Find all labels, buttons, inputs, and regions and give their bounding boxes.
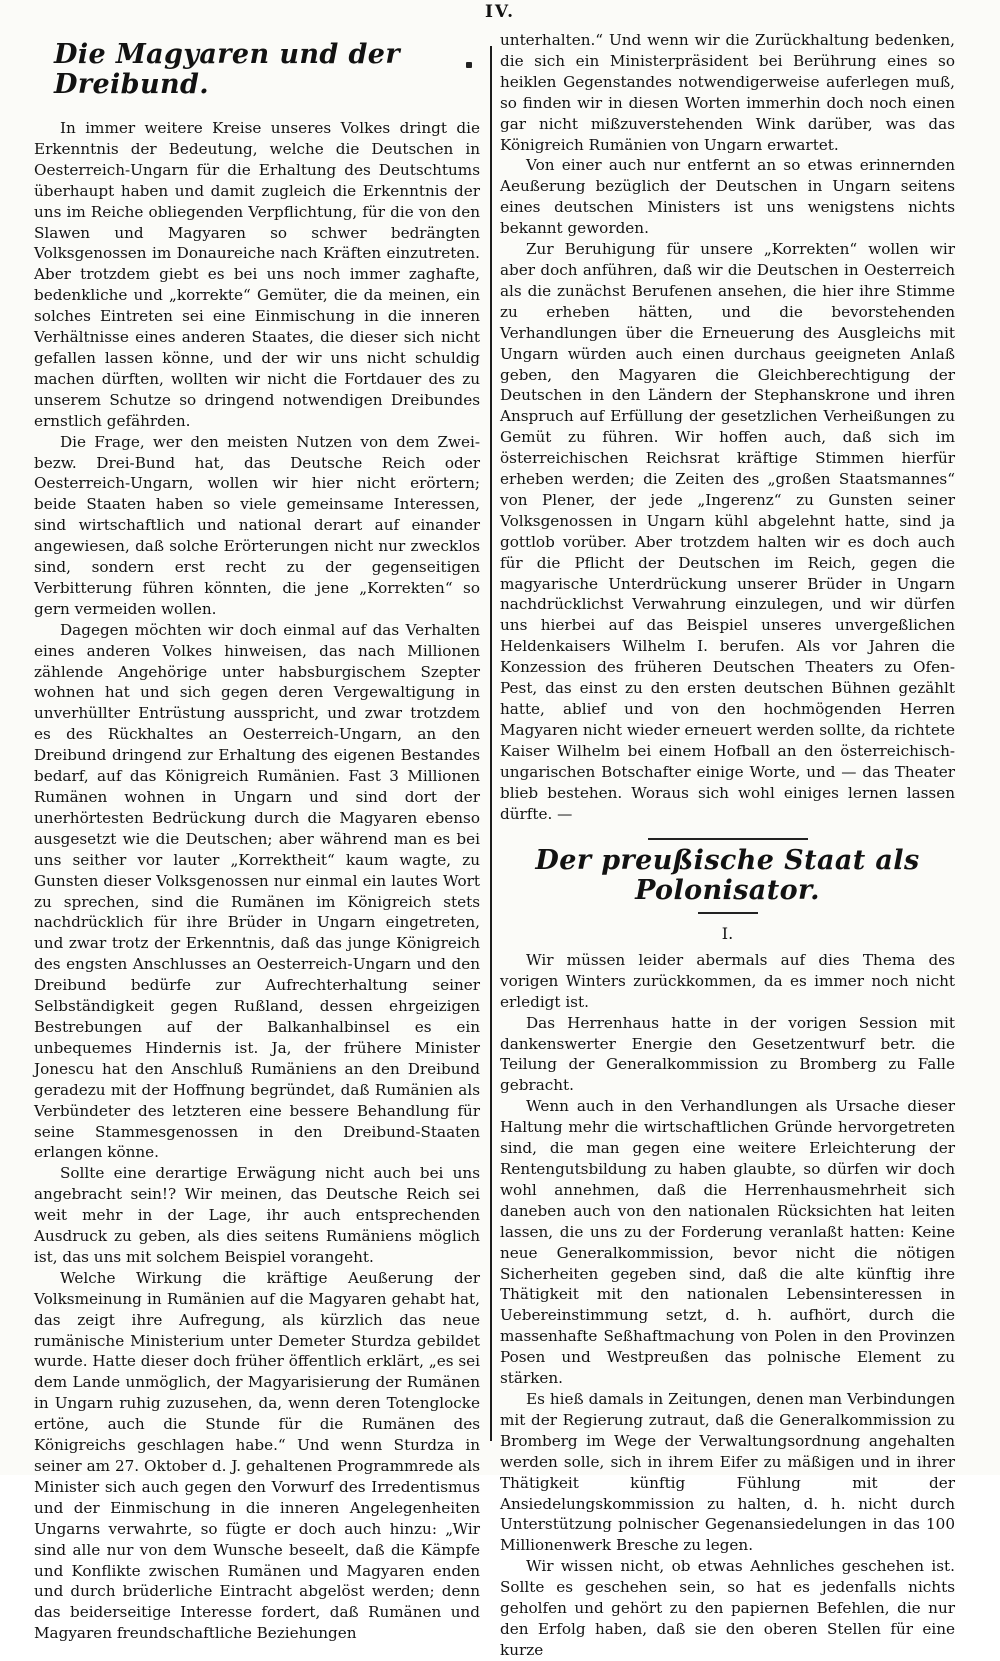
article-paragraph: Sollte eine derartige Erwägung nicht auch bei uns angebracht sein!? Wir meinen, das Deutsche Reich sei weit mehr in der Lage, ihr auch entsprechenden Ausdruck zu geben, als dies seitens Rumäniens möglich ist, das uns mit solchem Beispiel vorangeht. bbox=[34, 1164, 480, 1266]
article-paragraph: Die Frage, wer den meisten Nutzen von dem Zwei- bezw. Drei-Bund hat, das Deutsche Reich oder Oesterreich-Ungarn, wollen wir hier nicht erörtern; beide Staaten haben so viele gemeinsame Interessen, sind wirtschaftlich und national derart auf einander angewiesen, daß solche Erörterungen nicht nur zwecklos sind, sondern erst recht zu der gegenseitigen Verbitterung führen könnten, die jene „Korrekten“ so gern vermeiden wollen. bbox=[34, 432, 480, 618]
article-paragraph: Zur Beruhigung für unsere „Korrekten“ wollen wir aber doch anführen, daß wir die Deutschen in Oesterreich als die zunächst Berufenen ansehen, die hier ihre Stimme zu erheben hätten, und die bevorstehenden Verhandlungen über die Erneuerung des Ausgleichs mit Ungarn würden auch einen durchaus geeigneten Anlaß geben, den Magyaren die Gleichberechtigung der Deutschen in den Ländern der Stephanskrone und ihren Anspruch auf Erfüllung der gesetzlichen Verheißungen zu Gemüt zu führen. Wir hoffen auch, daß sich im österreichischen Reichsrat kräftige Stimmen hierfür erheben werden; die Zeiten des „großen Staatsmannes“ von Plener, der jede „Ingerenz“ zu Gunsten seiner Volksgenossen in Ungarn kühl abgelehnt hatte, sind ja gottlob vorüber. Aber trotzdem halten wir es doch auch für die Pflicht der Deutschen im Reich, gegen die magyarische Unterdrückung unserer Brüder in Ungarn nachdrücklichst Verwahrung einzulegen, und wir dürfen uns hierbei auf das Beispiel unseres unvergeßlichen Heldenkaisers Wilhelm I. berufen. Als vor Jahren die Konzession des früheren Deutschen Theaters zu Ofen-Pest, das einst zu den ersten deutschen Bühnen gezählt hatte, ablief und von den hochmögenden Herren Magyaren nicht wieder erneuert werden sollte, da richtete Kaiser Wilhelm bei einem Hofball an den österreichisch-ungarischen Botschafter einige Worte, und — das Theater blieb bestehen. Woraus sich wohl einiges lernen lassen dürfte. — bbox=[500, 240, 955, 823]
article-paragraph: Dagegen möchten wir doch einmal auf das Verhalten eines anderen Volkes hinweisen, das nach Millionen zählende Angehörige unter habsburgischem Szepter wohnen hat und sich gegen deren Vergewaltigung in unverhüllter Entrüstung ausspricht, und zwar trotzdem es des Rückhaltes an Oesterreich-Ungarn, an den Dreibund dringend zur Erhaltung des eigenen Bestandes bedarf, auf das Königreich Rumänien. Fast 3 Millionen Rumänen wohnen in Ungarn und sind dort der unerhörtesten Bedrückung durch die Magyaren ebenso ausgesetzt wie die Deutschen; aber während man es bei uns seither vor lauter „Korrektheit“ kaum wagte, zu Gunsten dieser Volksgenossen nur einmal ein lautes Wort zu sprechen, sind die Rumänen im Königreich stets nachdrücklich für ihre Brüder in Ungarn eingetreten, und zwar trotz der Erkenntnis, daß das junge Königreich des engsten Anschlusses an Oesterreich-Ungarn und den Dreibund bedürfe zur Aufrechterhaltung seiner Selbständigkeit gegen Rußland, dessen ehrgeizigen Bestrebungen auf der Balkanhalbinsel es ein unbequemes Hindernis ist. Ja, der frühere Minister Jonescu hat den Anschluß Rumäniens an den Dreibund geradezu mit der Hoffnung begründet, daß Rumänien als Verbündeter des letzteren eine bessere Behandlung für seine Stammesgenossen in den Dreibund-Staaten erlangen könne. bbox=[34, 620, 480, 1162]
article-paragraph: Wenn auch in den Verhandlungen als Ursache dieser Haltung mehr die wirtschaftlichen Gründe hervorgetreten sind, die man gegen eine weitere Erleichterung der Rentengutsbildung zu haben glaubte, so dürfen wir doch wohl annehmen, daß die Herrenhausmehrheit sich daneben auch von den nationalen Rücksichten hat leiten lassen, die uns zu der Forderung veranlaßt hatten: Keine neue Generalkommission, bevor nicht die nötigen Sicherheiten gegeben sind, daß die alte künftig ihre Thätigkeit mit den nationalen Lebensinteressen in Uebereinstimmung setzt, d. h. aufhört, durch die massenhafte Seßhaftmachung von Polen in den Provinzen Posen und Westpreußen das polnische Element zu stärken. bbox=[500, 1097, 955, 1388]
right-column bbox=[500, 30, 955, 1661]
article-headline-magyaren: Die Magyaren und der Dreibund. bbox=[54, 39, 400, 100]
article-paragraph: Welche Wirkung die kräftige Aeußerung der Volksmeinung in Rumänien auf die Magyaren gehabt hat, das zeigt ihre Aufregung, als kürzlich das neue rumänische Ministerium unter Demeter Sturdza gebildet wurde. Hatte dieser doch früher öffentlich erklärt, „es sei dem Lande unmöglich, der Magyarisierung der Rumänen in Ungarn ruhig zuzusehen, da, wenn deren Totenglocke ertöne, auch die Stunde für die Rumänen des Königreichs geschlagen habe.“ Und wenn Sturdza in seiner am 27. Oktober d. J. gehaltenen Programmrede als Minister sich auch gegen den Vorwurf des Irredentismus und der Einmischung in die inneren Angelegenheiten Ungarns verwahrte, so fügte er doch auch hinzu: „Wir sind alle nur von dem Wunsche beseelt, daß die Kämpfe und Konflikte zwischen Rumänen und Magyaren enden und durch brüderliche Eintracht abgelöst werden; denn das beiderseitige Interesse fordert, daß Rumänen und Magyaren freundschaftliche Beziehungen bbox=[34, 1268, 480, 1643]
article-paragraph: Wir müssen leider abermals auf dies Thema des vorigen Winters zurückkommen, da es immer noch nicht erledigt ist. bbox=[500, 950, 955, 1011]
left-column bbox=[34, 40, 480, 1644]
column-divider bbox=[490, 46, 492, 1441]
article-paragraph: Von einer auch nur entfernt an so etwas erinnernden Aeußerung bezüglich der Deutschen in Ungarn seitens eines deutschen Ministers ist uns wenigstens nichts bekannt geworden. bbox=[500, 156, 955, 238]
article-paragraph-continued: unterhalten.“ Und wenn wir die Zurückhaltung bedenken, die sich ein Ministerpräsident bei Berührung eines so heiklen Gegenstandes notwendigerweise auferlegen muß, so finden wir in diesen Worten immerhin doch noch einen gar nicht mißzuverstehenden Wink darüber, was das Königreich Rumänien von Ungarn erwartet. bbox=[500, 31, 955, 154]
article-paragraph: Das Herrenhaus hatte in der vorigen Session mit dankenswerter Energie den Gesetzentwurf betr. die Teilung der Generalkommission zu Bromberg zu Falle gebracht. bbox=[500, 1013, 955, 1095]
section-rule bbox=[648, 838, 808, 840]
article-headline-polonisator: Der preußische Staat als Polonisator. bbox=[535, 845, 920, 907]
page-number: IV. bbox=[484, 2, 516, 22]
headline-rule bbox=[698, 912, 758, 914]
article-paragraph: Wir wissen nicht, ob etwas Aehnliches geschehen ist. Sollte es geschehen sein, so hat es jedenfalls nichts geholfen und gehört zu den papiernen Befehlen, die nur den Erfolg haben, daß sie den oberen Stellen für eine kurze bbox=[500, 1557, 955, 1659]
article-paragraph: In immer weitere Kreise unseres Volkes dringt die Erkenntnis der Bedeutung, welche die Deutschen in Oesterreich-Ungarn für die Erhaltung des Deutschtums überhaupt haben und damit zugleich die Erkenntnis der uns im Reiche obliegenden Verpflichtung, für die von den Slawen und Magyaren so schwer bedrängten Volksgenossen im Donaureiche nach Kräften einzutreten. Aber trotzdem giebt es bei uns noch immer zaghafte, bedenkliche und „korrekte“ Gemüter, die da meinen, ein solches Eintreten sei eine Einmischung in die inneren Verhältnisse eines anderen Staates, die dieser sich nicht gefallen lassen könne, und der wir uns nicht schuldig machen dürften, wollten wir nicht die Fortdauer des zu unserem Schutze so dringend notwendigen Dreibundes ernstlich gefährden. bbox=[34, 119, 480, 430]
section-number: I. bbox=[721, 923, 734, 943]
article-paragraph: Es hieß damals in Zeitungen, denen man Verbindungen mit der Regierung zutraut, daß die Generalkommission zu Bromberg im Wege der Verwaltungsordnung angehalten werden solle, sich in ihrem Eifer zu mäßigen und in ihrer Thätigkeit künftig Fühlung mit der Ansiedelungskommission zu halten, d. h. nicht durch Unterstützung polnischer Gegenansiedelungen in das 100 Millionenwerk Bresche zu legen. bbox=[500, 1389, 955, 1555]
